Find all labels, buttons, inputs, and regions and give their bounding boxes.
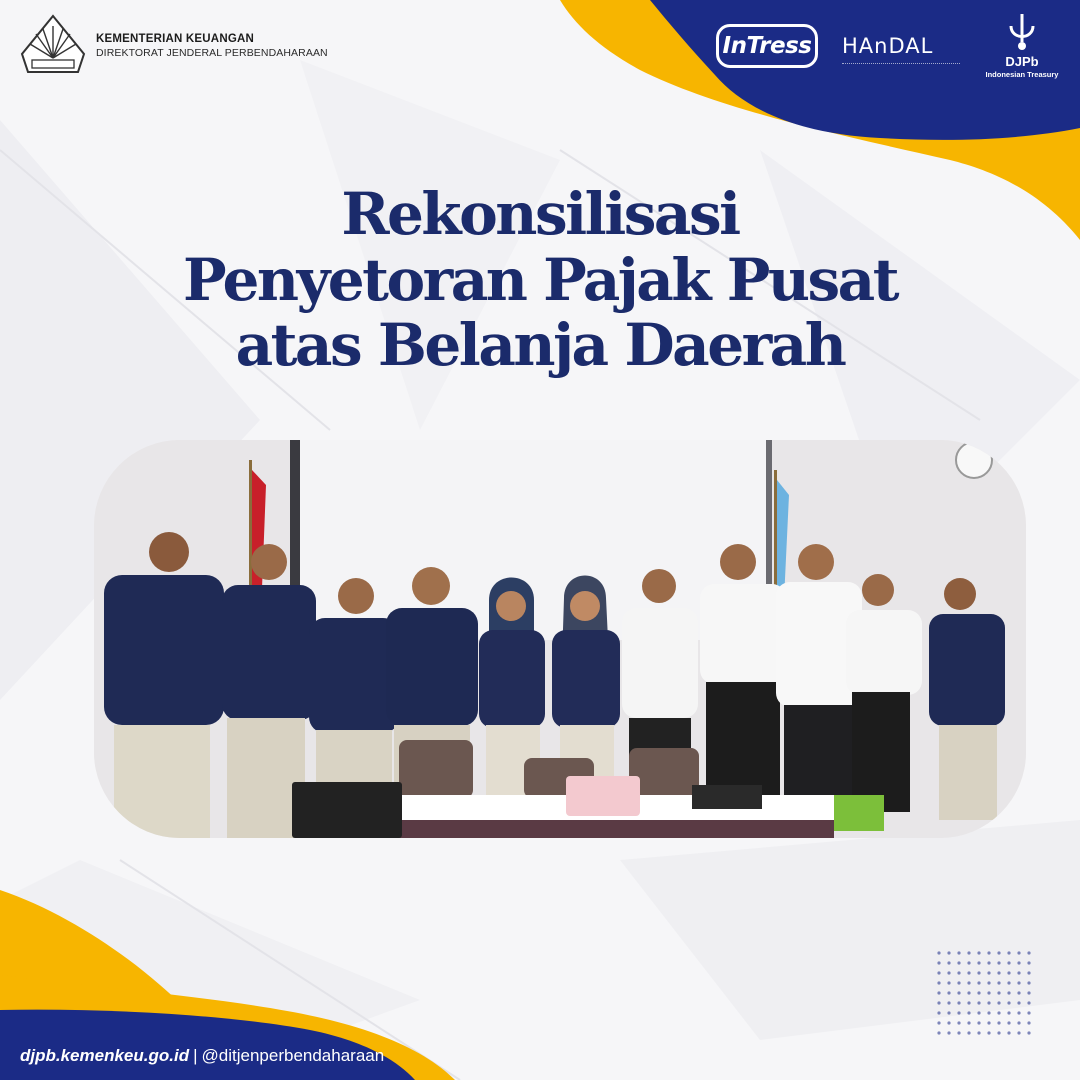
group-photo-illustration xyxy=(94,440,1026,838)
title-line-3: atas Belanja Daerah xyxy=(235,311,845,380)
footer-separator: | xyxy=(193,1046,198,1065)
djpb-tagline: Indonesian Treasury xyxy=(985,70,1059,79)
handal-logo-underline xyxy=(842,63,960,66)
djpb-logo-text: DJPb xyxy=(1005,54,1039,69)
decorative-dots xyxy=(936,950,1036,1040)
page-title xyxy=(0,182,1080,379)
group-photo xyxy=(94,440,1026,838)
djpb-emblem-icon xyxy=(1003,12,1041,52)
intress-logo-text: InTress xyxy=(722,33,812,59)
djpb-logo xyxy=(980,12,1064,88)
handal-logo-text: HAnDAL xyxy=(842,34,934,58)
ministry-emblem-icon xyxy=(18,14,88,78)
title-line-2: Penyetoran Pajak Pusat xyxy=(182,245,898,314)
title-line-1: Rekonsilisasi xyxy=(341,180,739,248)
intress-logo xyxy=(716,24,818,68)
website-link[interactable]: djpb.kemenkeu.go.id xyxy=(20,1046,190,1065)
ministry-header xyxy=(18,14,328,78)
directorate-name: DIREKTORAT JENDERAL PERBENDAHARAAN xyxy=(96,46,328,59)
social-handle[interactable]: @ditjenperbendaharaan xyxy=(201,1046,385,1065)
ministry-name: KEMENTERIAN KEUANGAN xyxy=(96,33,254,46)
handal-logo xyxy=(842,34,966,66)
footer xyxy=(20,1046,384,1066)
